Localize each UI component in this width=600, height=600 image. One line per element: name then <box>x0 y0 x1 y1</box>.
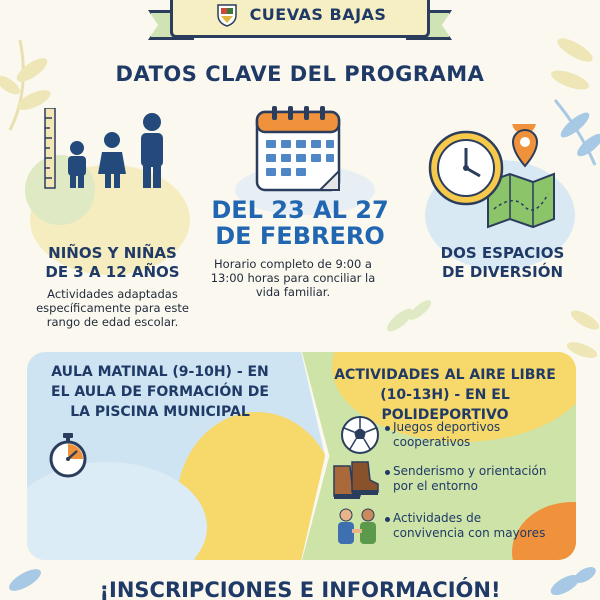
schedule-description: Horario completo de 9:00 a 13:00 horas para conciliar la vida familiar. <box>210 257 376 299</box>
soccer-ball-icon <box>340 415 380 455</box>
bullet-dot <box>385 470 390 475</box>
hiking-boots-icon <box>330 460 382 502</box>
spaces-title <box>420 244 585 282</box>
activity-item-hiking-line1: Senderismo y orientación <box>393 464 547 478</box>
morning-line2: EL AULA DE FORMACIÓN DE <box>51 384 269 400</box>
handshake-people-icon <box>334 507 380 549</box>
activity-item-sports <box>393 420 573 450</box>
bullet-dot <box>385 517 390 522</box>
outdoor-line2: (10-13H) - EN EL POLIDEPORTIVO <box>380 387 510 423</box>
morning-line3: LA PISCINA MUNICIPAL <box>70 404 250 420</box>
age-title-line2: DE 3 A 12 AÑOS <box>45 263 180 281</box>
activity-item-elders <box>393 511 573 541</box>
dates-title <box>195 197 405 249</box>
activity-item-hiking <box>393 464 573 494</box>
bullet-dot <box>385 426 390 431</box>
activity-item-elders-line1: Actividades de <box>393 511 482 525</box>
town-crest-icon <box>214 3 240 27</box>
main-title: DATOS CLAVE DEL PROGRAMA <box>115 62 485 86</box>
age-title <box>25 244 200 282</box>
calendar-icon <box>254 104 346 194</box>
dates-title-line2: DE FEBRERO <box>215 222 385 250</box>
stopwatch-icon <box>46 432 90 478</box>
morning-classroom-title <box>35 362 285 422</box>
activity-item-sports-line2: cooperativos <box>393 435 471 449</box>
header-banner <box>170 0 430 38</box>
spaces-title-line1: DOS ESPACIOS <box>440 244 565 262</box>
children-height-icon <box>40 108 175 193</box>
outdoor-line1: ACTIVIDADES AL AIRE LIBRE <box>334 367 556 383</box>
morning-line1: AULA MATINAL (9-10H) - EN <box>51 364 269 380</box>
spaces-title-line2: DE DIVERSIÓN <box>441 263 564 281</box>
activity-item-sports-line1: Juegos deportivos <box>393 420 501 434</box>
registration-title: ¡INSCRIPCIONES E INFORMACIÓN! <box>99 578 501 600</box>
dates-title-line1: DEL 23 AL 27 <box>211 196 389 224</box>
activity-item-hiking-line2: por el entorno <box>393 479 478 493</box>
age-title-line1: NIÑOS Y NIÑAS <box>48 244 177 262</box>
banner-title: CUEVAS BAJAS <box>249 5 387 24</box>
clock-map-icon <box>428 124 558 229</box>
leaf-decoration-mid <box>380 290 440 350</box>
age-description: Actividades adaptadas específicamente para este rango de edad escolar. <box>36 287 189 329</box>
activity-item-elders-line2: convivencia con mayores <box>393 526 546 540</box>
